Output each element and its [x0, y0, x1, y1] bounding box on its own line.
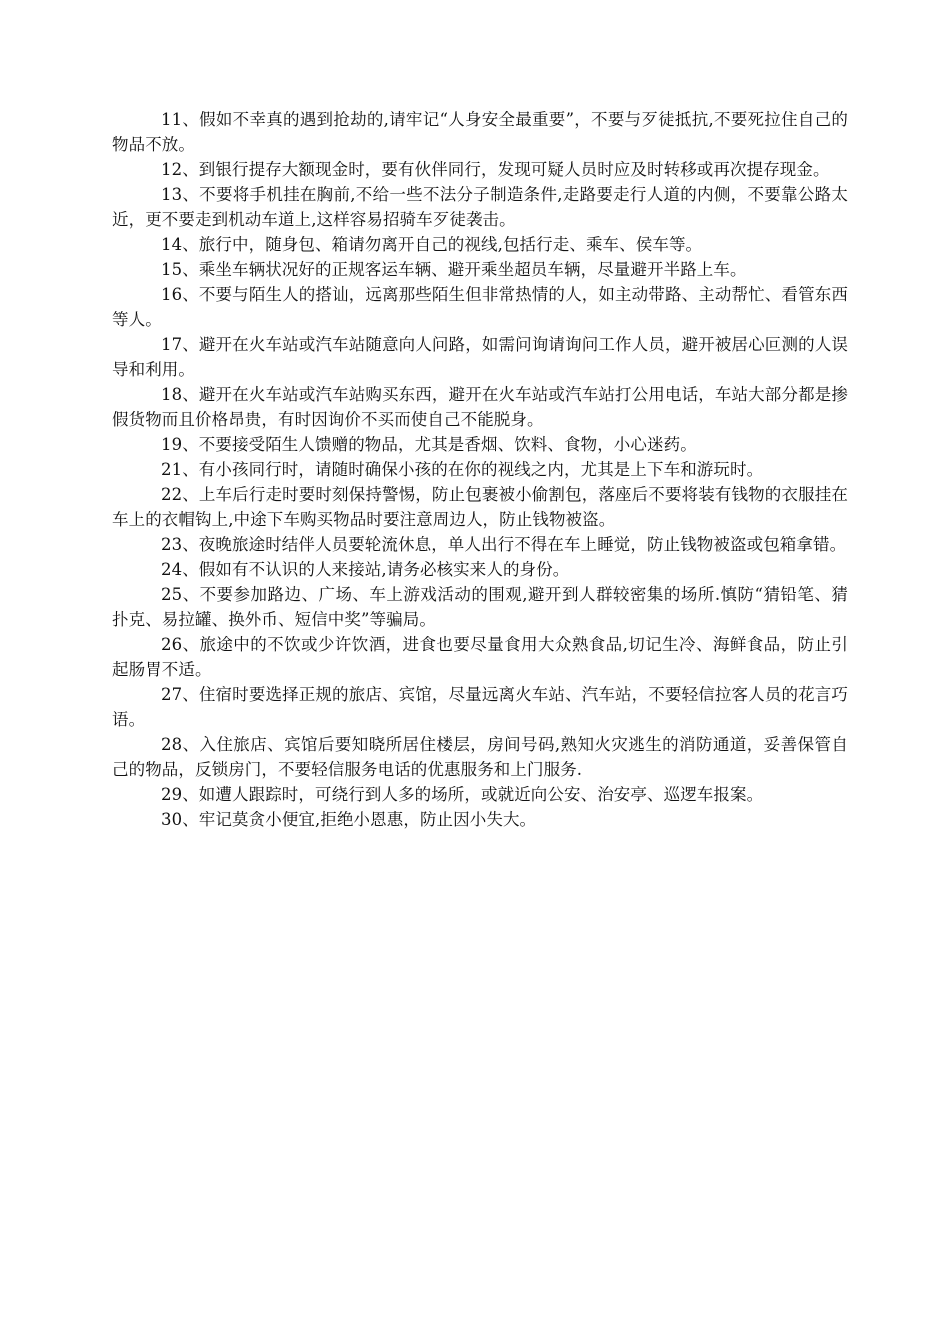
paragraph-item-26: 26、旅途中的不饮或少许饮酒，进食也要尽量食用大众熟食品,切记生冷、海鲜食品，防止引起肠胃不适。	[112, 635, 848, 679]
paragraph-item-12: 12、到银行提存大额现金时，要有伙伴同行，发现可疑人员时应及时转移或再次提存现金。	[161, 160, 830, 179]
document-body	[112, 107, 848, 832]
paragraph-item-30: 30、牢记莫贪小便宜,拒绝小恩惠，防止因小失大。	[161, 810, 537, 829]
paragraph-item-23: 23、夜晚旅途时结伴人员要轮流休息，单人出行不得在车上睡觉，防止钱物被盗或包箱拿错。	[161, 535, 847, 554]
paragraph-item-11: 11、假如不幸真的遇到抢劫的,请牢记“人身安全最重要”，不要与歹徒抵抗,不要死拉住自己的物品不放。	[112, 110, 848, 154]
paragraph-item-14: 14、旅行中，随身包、箱请勿离开自己的视线,包括行走、乘车、侯车等。	[161, 235, 703, 254]
paragraph-item-22: 22、上车后行走时要时刻保持警惕，防止包裹被小偷割包，落座后不要将装有钱物的衣服挂在车上的衣帽钩上,中途下车购买物品时要注意周边人，防止钱物被盗。	[112, 485, 848, 529]
paragraph-item-21: 21、有小孩同行时，请随时确保小孩的在你的视线之内，尤其是上下车和游玩时。	[161, 460, 764, 479]
paragraph-item-29: 29、如遭人跟踪时，可绕行到人多的场所，或就近向公安、治安亭、巡逻车报案。	[161, 785, 764, 804]
paragraph-item-15: 15、乘坐车辆状况好的正规客运车辆、避开乘坐超员车辆，尽量避开半路上车。	[161, 260, 747, 279]
paragraph-item-18: 18、避开在火车站或汽车站购买东西，避开在火车站或汽车站打公用电话，车站大部分都是掺假货物而且价格昂贵，有时因询价不买而使自己不能脱身。	[112, 385, 848, 429]
paragraph-item-24: 24、假如有不认识的人来接站,请务必核实来人的身份。	[161, 560, 570, 579]
paragraph-item-17: 17、避开在火车站或汽车站随意向人问路，如需问询请询问工作人员，避开被居心叵测的人误导和利用。	[112, 335, 848, 379]
paragraph-item-25: 25、不要参加路边、广场、车上游戏活动的围观,避开到人群较密集的场所.慎防“猜铅笔、猜扑克、易拉罐、换外币、短信中奖”等骗局。	[112, 585, 848, 629]
paragraph-item-13: 13、不要将手机挂在胸前,不给一些不法分子制造条件,走路要走行人道的内侧，不要靠公路太近，更不要走到机动车道上,这样容易招骑车歹徒袭击。	[112, 185, 848, 229]
paragraph-item-16: 16、不要与陌生人的搭讪，远离那些陌生但非常热情的人，如主动带路、主动帮忙、看管东西等人。	[112, 285, 848, 329]
paragraph-item-19: 19、不要接受陌生人馈赠的物品，尤其是香烟、饮料、食物，小心迷药。	[161, 435, 697, 454]
paragraph-item-28: 28、入住旅店、宾馆后要知晓所居住楼层，房间号码,熟知火灾逃生的消防通道，妥善保管自己的物品，反锁房门，不要轻信服务电话的优惠服务和上门服务.	[112, 735, 848, 779]
paragraph-item-27: 27、住宿时要选择正规的旅店、宾馆，尽量远离火车站、汽车站，不要轻信拉客人员的花言巧语。	[112, 685, 848, 729]
